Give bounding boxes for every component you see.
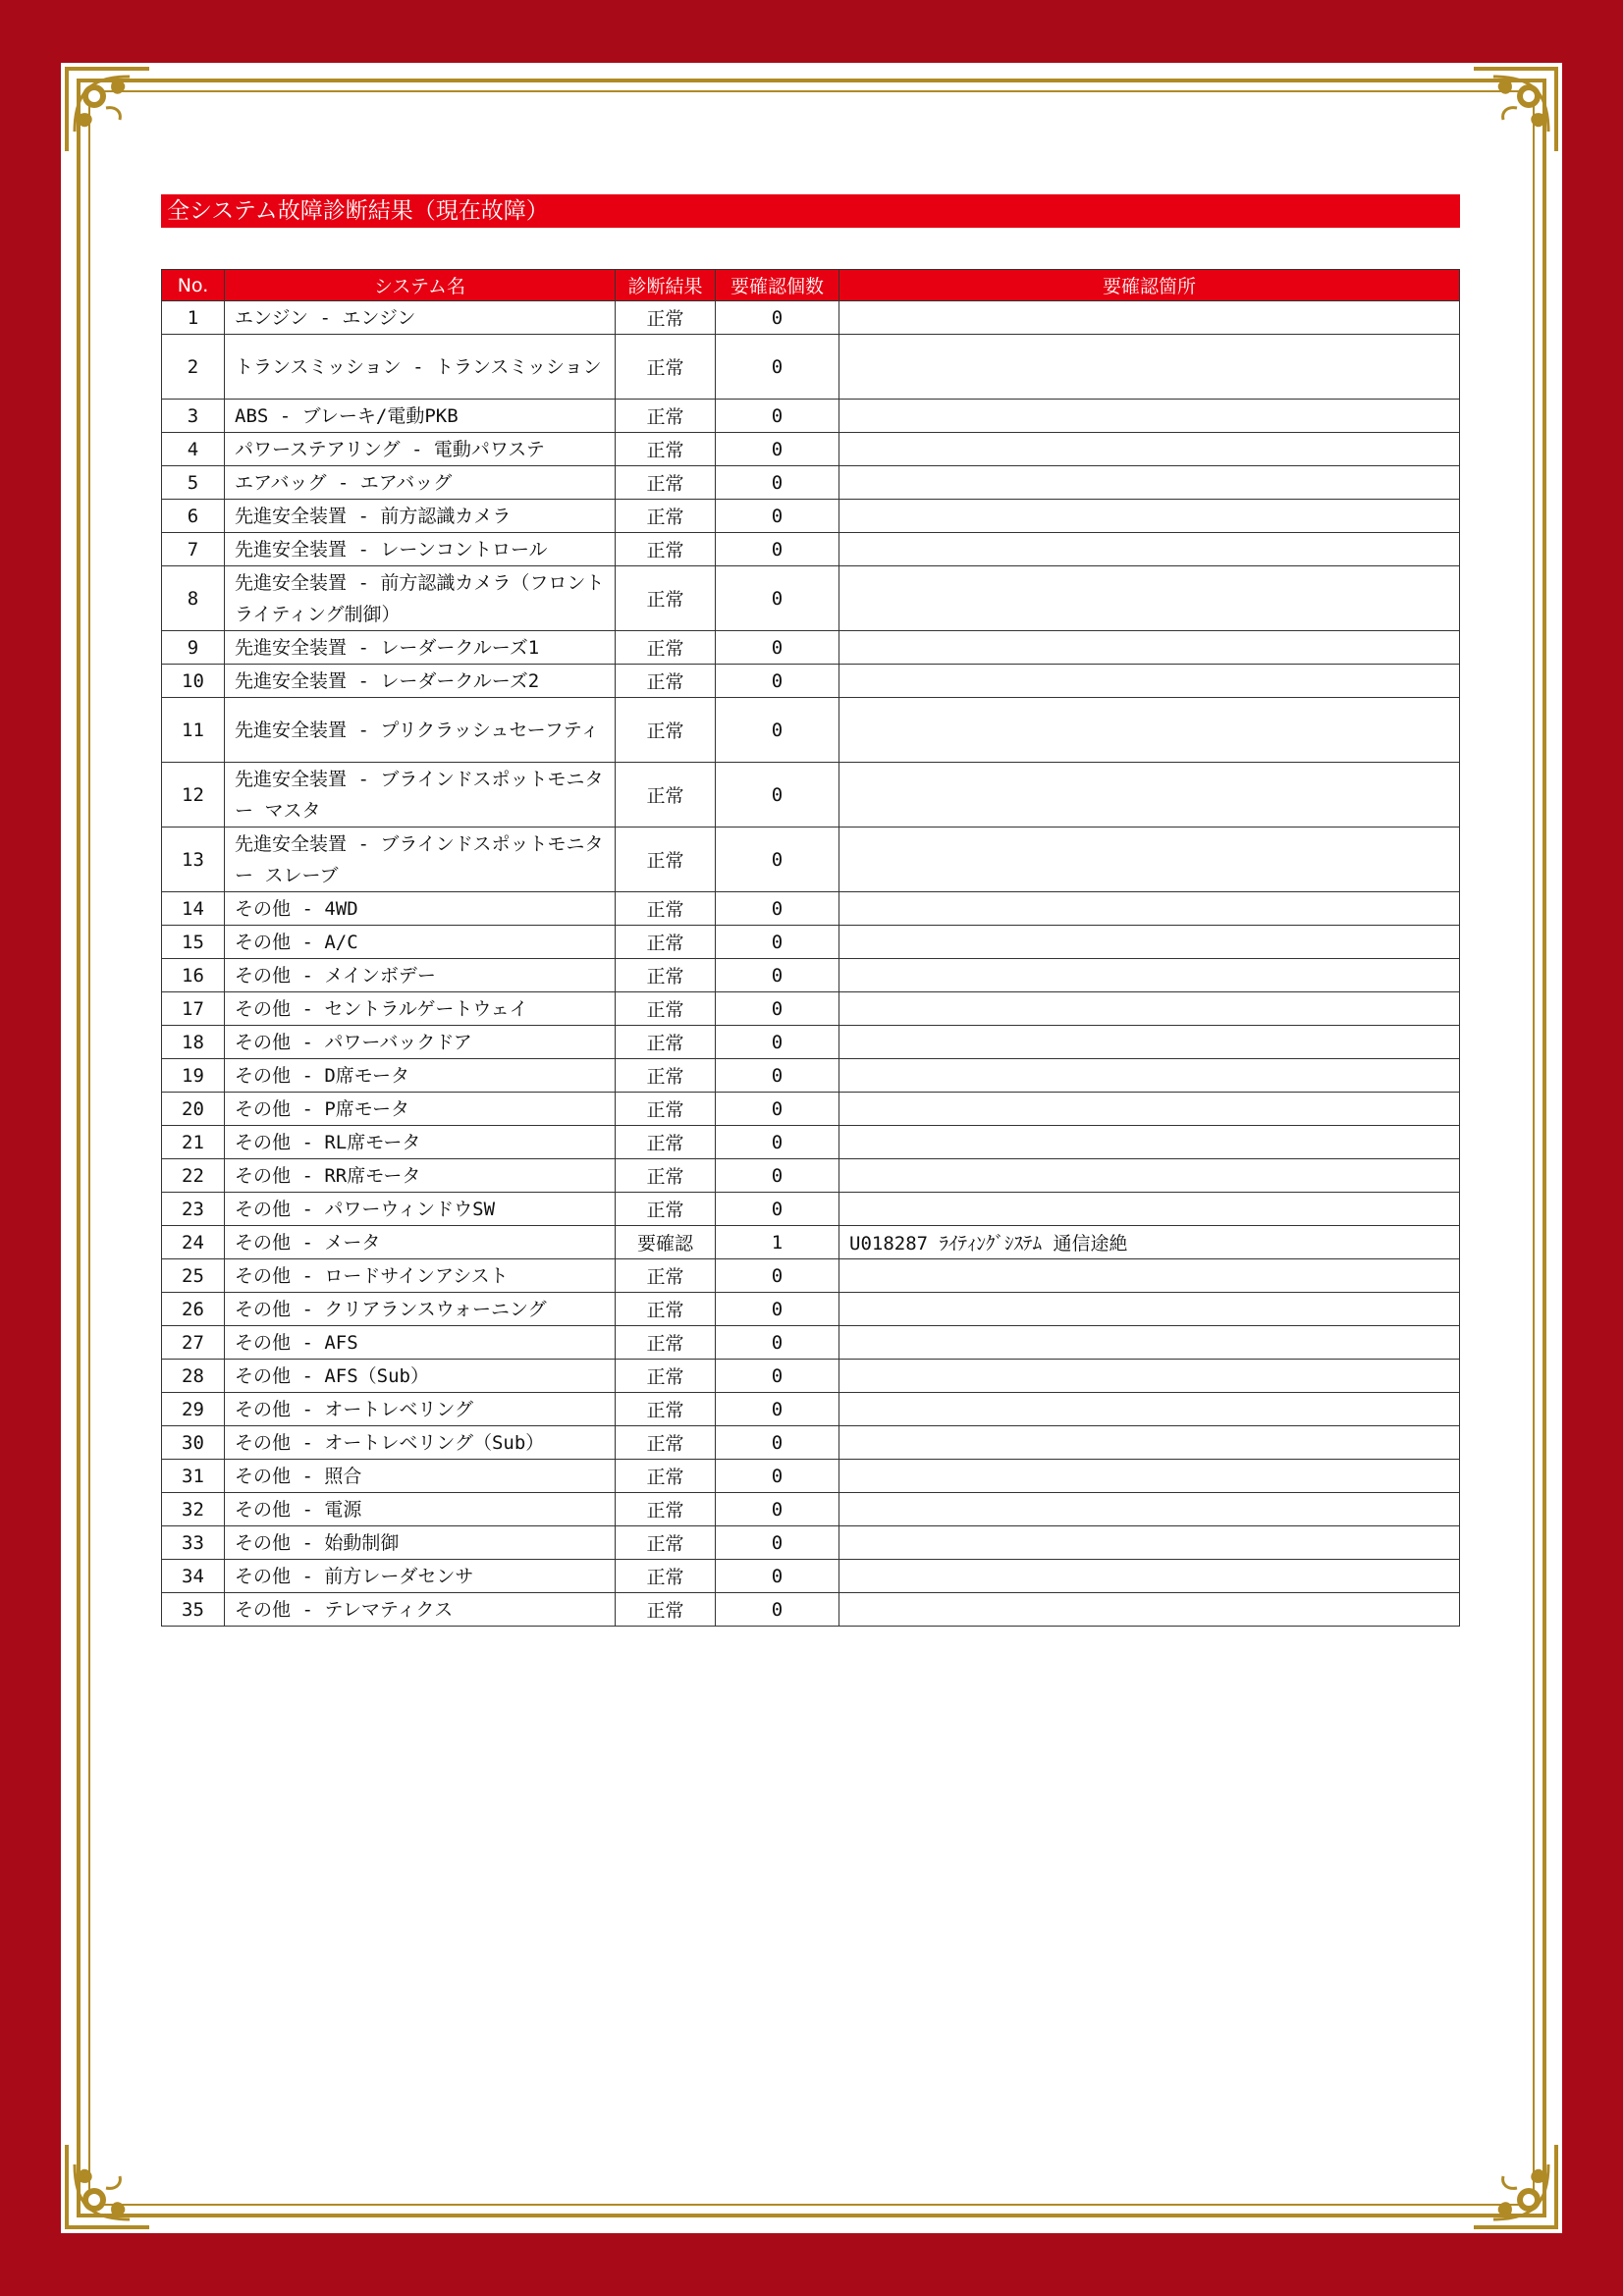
diagnosis-result: 正常 — [616, 892, 716, 926]
check-location — [839, 533, 1460, 566]
system-name: その他 - AFS（Sub） — [225, 1360, 616, 1393]
row-number: 30 — [162, 1426, 225, 1460]
diagnosis-result: 正常 — [616, 1426, 716, 1460]
diagnosis-result: 正常 — [616, 763, 716, 828]
check-count: 0 — [716, 1059, 839, 1093]
check-count: 0 — [716, 1193, 839, 1226]
row-number: 22 — [162, 1159, 225, 1193]
check-count: 0 — [716, 698, 839, 763]
check-count: 0 — [716, 1560, 839, 1593]
row-number: 7 — [162, 533, 225, 566]
row-number: 27 — [162, 1326, 225, 1360]
check-location — [839, 763, 1460, 828]
check-location — [839, 1360, 1460, 1393]
check-count: 0 — [716, 1259, 839, 1293]
check-count: 0 — [716, 1093, 839, 1126]
system-name: その他 - セントラルゲートウェイ — [225, 992, 616, 1026]
diagnosis-result: 正常 — [616, 400, 716, 433]
check-count: 0 — [716, 828, 839, 892]
diagnosis-result: 正常 — [616, 1093, 716, 1126]
check-count: 0 — [716, 1159, 839, 1193]
check-location — [839, 1593, 1460, 1627]
check-count: 0 — [716, 433, 839, 466]
row-number: 19 — [162, 1059, 225, 1093]
diagnosis-result: 正常 — [616, 1026, 716, 1059]
column-header-no: No. — [162, 270, 225, 301]
row-number: 28 — [162, 1360, 225, 1393]
table-row — [162, 1493, 1460, 1526]
ornament-corner-icon — [1468, 63, 1562, 157]
check-count: 0 — [716, 959, 839, 992]
check-location — [839, 466, 1460, 500]
row-number: 4 — [162, 433, 225, 466]
check-count: 0 — [716, 631, 839, 665]
row-number: 16 — [162, 959, 225, 992]
check-count: 0 — [716, 335, 839, 400]
system-name: エアバッグ - エアバッグ — [225, 466, 616, 500]
table-row — [162, 631, 1460, 665]
table-row — [162, 992, 1460, 1026]
table-row — [162, 1360, 1460, 1393]
check-location — [839, 1560, 1460, 1593]
system-name: トランスミッション - トランスミッション — [225, 335, 616, 400]
system-name: その他 - 電源 — [225, 1493, 616, 1526]
row-number: 17 — [162, 992, 225, 1026]
column-header-count: 要確認個数 — [716, 270, 839, 301]
row-number: 11 — [162, 698, 225, 763]
system-name: その他 - オートレベリング — [225, 1393, 616, 1426]
system-name: その他 - ロードサインアシスト — [225, 1259, 616, 1293]
row-number: 32 — [162, 1493, 225, 1526]
table-row — [162, 1226, 1460, 1259]
check-location — [839, 1026, 1460, 1059]
diagnosis-result: 要確認 — [616, 1226, 716, 1259]
system-name: 先進安全装置 - レーダークルーズ2 — [225, 665, 616, 698]
check-count: 0 — [716, 466, 839, 500]
check-count: 0 — [716, 665, 839, 698]
system-name: パワーステアリング - 電動パワステ — [225, 433, 616, 466]
system-name: 先進安全装置 - レーンコントロール — [225, 533, 616, 566]
diagnosis-result: 正常 — [616, 828, 716, 892]
table-row — [162, 926, 1460, 959]
diagnosis-result: 正常 — [616, 1326, 716, 1360]
check-count: 0 — [716, 1526, 839, 1560]
diagnosis-result: 正常 — [616, 665, 716, 698]
row-number: 33 — [162, 1526, 225, 1560]
diagnosis-result: 正常 — [616, 631, 716, 665]
diagnosis-result: 正常 — [616, 301, 716, 335]
row-number: 31 — [162, 1460, 225, 1493]
row-number: 13 — [162, 828, 225, 892]
diagnosis-result: 正常 — [616, 1059, 716, 1093]
row-number: 25 — [162, 1259, 225, 1293]
check-location — [839, 959, 1460, 992]
check-location — [839, 400, 1460, 433]
table-row — [162, 533, 1460, 566]
diagnosis-result: 正常 — [616, 1593, 716, 1627]
row-number: 5 — [162, 466, 225, 500]
table-row — [162, 400, 1460, 433]
table-row — [162, 1393, 1460, 1426]
check-count: 0 — [716, 1026, 839, 1059]
system-name: その他 - P席モータ — [225, 1093, 616, 1126]
system-name: その他 - 4WD — [225, 892, 616, 926]
diagnosis-result: 正常 — [616, 1193, 716, 1226]
diagnosis-result: 正常 — [616, 1526, 716, 1560]
check-count: 0 — [716, 1326, 839, 1360]
table-row — [162, 500, 1460, 533]
diagnosis-result: 正常 — [616, 335, 716, 400]
check-location — [839, 335, 1460, 400]
row-number: 3 — [162, 400, 225, 433]
ornament-corner-icon — [61, 63, 155, 157]
system-name: その他 - パワーバックドア — [225, 1026, 616, 1059]
diagnosis-result: 正常 — [616, 1259, 716, 1293]
table-row — [162, 763, 1460, 828]
row-number: 8 — [162, 566, 225, 631]
table-row — [162, 1526, 1460, 1560]
table-body — [162, 301, 1460, 1627]
check-count: 0 — [716, 500, 839, 533]
check-location: U018287 ﾗｲﾃｨﾝｸﾞｼｽﾃﾑ 通信途絶 — [839, 1226, 1460, 1259]
column-header-location: 要確認箇所 — [839, 270, 1460, 301]
table-row — [162, 301, 1460, 335]
check-count: 0 — [716, 1360, 839, 1393]
table-row — [162, 1293, 1460, 1326]
system-name: エンジン - エンジン — [225, 301, 616, 335]
row-number: 24 — [162, 1226, 225, 1259]
system-name: その他 - オートレベリング（Sub） — [225, 1426, 616, 1460]
check-count: 0 — [716, 1426, 839, 1460]
diagnosis-result: 正常 — [616, 533, 716, 566]
diagnosis-result: 正常 — [616, 1493, 716, 1526]
system-name: その他 - パワーウィンドウSW — [225, 1193, 616, 1226]
check-count: 0 — [716, 1493, 839, 1526]
row-number: 12 — [162, 763, 225, 828]
check-location — [839, 1326, 1460, 1360]
column-header-system: システム名 — [225, 270, 616, 301]
check-count: 0 — [716, 301, 839, 335]
check-location — [839, 1393, 1460, 1426]
table-row — [162, 1326, 1460, 1360]
table-row — [162, 698, 1460, 763]
table-row — [162, 1126, 1460, 1159]
check-location — [839, 433, 1460, 466]
table-row — [162, 1093, 1460, 1126]
diagnosis-result: 正常 — [616, 500, 716, 533]
check-count: 0 — [716, 566, 839, 631]
diagnosis-result: 正常 — [616, 1159, 716, 1193]
row-number: 20 — [162, 1093, 225, 1126]
system-name: 先進安全装置 - ブラインドスポットモニター マスタ — [225, 763, 616, 828]
check-count: 0 — [716, 400, 839, 433]
check-location — [839, 1526, 1460, 1560]
row-number: 10 — [162, 665, 225, 698]
check-location — [839, 1159, 1460, 1193]
check-count: 0 — [716, 763, 839, 828]
check-location — [839, 1059, 1460, 1093]
table-row — [162, 1259, 1460, 1293]
row-number: 18 — [162, 1026, 225, 1059]
row-number: 14 — [162, 892, 225, 926]
check-location — [839, 1293, 1460, 1326]
check-count: 0 — [716, 1393, 839, 1426]
diagnosis-result: 正常 — [616, 1293, 716, 1326]
table-row — [162, 335, 1460, 400]
table-row — [162, 566, 1460, 631]
report-page — [61, 63, 1562, 2233]
table-row — [162, 1593, 1460, 1627]
system-name: その他 - 前方レーダセンサ — [225, 1560, 616, 1593]
check-count: 0 — [716, 1293, 839, 1326]
check-location — [839, 1493, 1460, 1526]
system-name: その他 - 始動制御 — [225, 1526, 616, 1560]
table-row — [162, 433, 1460, 466]
table-row — [162, 892, 1460, 926]
diagnosis-result: 正常 — [616, 1360, 716, 1393]
system-name: その他 - D席モータ — [225, 1059, 616, 1093]
check-location — [839, 1259, 1460, 1293]
table-row — [162, 1026, 1460, 1059]
check-location — [839, 698, 1460, 763]
check-count: 1 — [716, 1226, 839, 1259]
section-title: 全システム故障診断結果（現在故障） — [161, 194, 1460, 228]
ornament-corner-icon — [1468, 2139, 1562, 2233]
diagnosis-result: 正常 — [616, 1560, 716, 1593]
check-location — [839, 1093, 1460, 1126]
system-name: その他 - AFS — [225, 1326, 616, 1360]
diagnosis-result: 正常 — [616, 433, 716, 466]
diagnosis-result: 正常 — [616, 1393, 716, 1426]
row-number: 6 — [162, 500, 225, 533]
check-count: 0 — [716, 926, 839, 959]
check-location — [839, 566, 1460, 631]
diagnosis-result: 正常 — [616, 959, 716, 992]
diagnosis-result: 正常 — [616, 698, 716, 763]
system-name: ABS - ブレーキ/電動PKB — [225, 400, 616, 433]
diagnosis-result: 正常 — [616, 1460, 716, 1493]
table-row — [162, 1460, 1460, 1493]
table-row — [162, 1193, 1460, 1226]
row-number: 35 — [162, 1593, 225, 1627]
diagnosis-result: 正常 — [616, 566, 716, 631]
system-name: その他 - A/C — [225, 926, 616, 959]
table-row — [162, 466, 1460, 500]
system-name: 先進安全装置 - 前方認識カメラ（フロントライティング制御） — [225, 566, 616, 631]
system-name: 先進安全装置 - ブラインドスポットモニター スレーブ — [225, 828, 616, 892]
row-number: 23 — [162, 1193, 225, 1226]
check-location — [839, 926, 1460, 959]
system-name: その他 - メインボデー — [225, 959, 616, 992]
check-location — [839, 992, 1460, 1026]
diagnosis-result: 正常 — [616, 466, 716, 500]
check-count: 0 — [716, 992, 839, 1026]
check-location — [839, 828, 1460, 892]
system-name: その他 - RL席モータ — [225, 1126, 616, 1159]
system-name: 先進安全装置 - レーダークルーズ1 — [225, 631, 616, 665]
table-row — [162, 1059, 1460, 1093]
check-location — [839, 892, 1460, 926]
check-location — [839, 1460, 1460, 1493]
diagnosis-result: 正常 — [616, 992, 716, 1026]
check-location — [839, 1426, 1460, 1460]
check-count: 0 — [716, 892, 839, 926]
row-number: 34 — [162, 1560, 225, 1593]
check-count: 0 — [716, 533, 839, 566]
check-count: 0 — [716, 1593, 839, 1627]
table-row — [162, 1560, 1460, 1593]
row-number: 15 — [162, 926, 225, 959]
table-row — [162, 665, 1460, 698]
system-name: その他 - テレマティクス — [225, 1593, 616, 1627]
diagnosis-result: 正常 — [616, 1126, 716, 1159]
system-name: 先進安全装置 - 前方認識カメラ — [225, 500, 616, 533]
row-number: 26 — [162, 1293, 225, 1326]
table-row — [162, 959, 1460, 992]
diagnosis-result: 正常 — [616, 926, 716, 959]
check-location — [839, 631, 1460, 665]
system-name: その他 - RR席モータ — [225, 1159, 616, 1193]
table-row — [162, 828, 1460, 892]
system-name: その他 - 照合 — [225, 1460, 616, 1493]
check-location — [839, 1126, 1460, 1159]
system-name: その他 - メータ — [225, 1226, 616, 1259]
system-name: 先進安全装置 - プリクラッシュセーフティ — [225, 698, 616, 763]
row-number: 29 — [162, 1393, 225, 1426]
check-count: 0 — [716, 1126, 839, 1159]
system-name: その他 - クリアランスウォーニング — [225, 1293, 616, 1326]
check-location — [839, 500, 1460, 533]
row-number: 21 — [162, 1126, 225, 1159]
check-count: 0 — [716, 1460, 839, 1493]
row-number: 9 — [162, 631, 225, 665]
check-location — [839, 1193, 1460, 1226]
ornament-corner-icon — [61, 2139, 155, 2233]
table-row — [162, 1426, 1460, 1460]
table-row — [162, 1159, 1460, 1193]
row-number: 2 — [162, 335, 225, 400]
row-number: 1 — [162, 301, 225, 335]
check-location — [839, 301, 1460, 335]
column-header-result: 診断結果 — [616, 270, 716, 301]
diagnosis-table — [161, 269, 1460, 1627]
check-location — [839, 665, 1460, 698]
table-header-row — [162, 270, 1460, 301]
